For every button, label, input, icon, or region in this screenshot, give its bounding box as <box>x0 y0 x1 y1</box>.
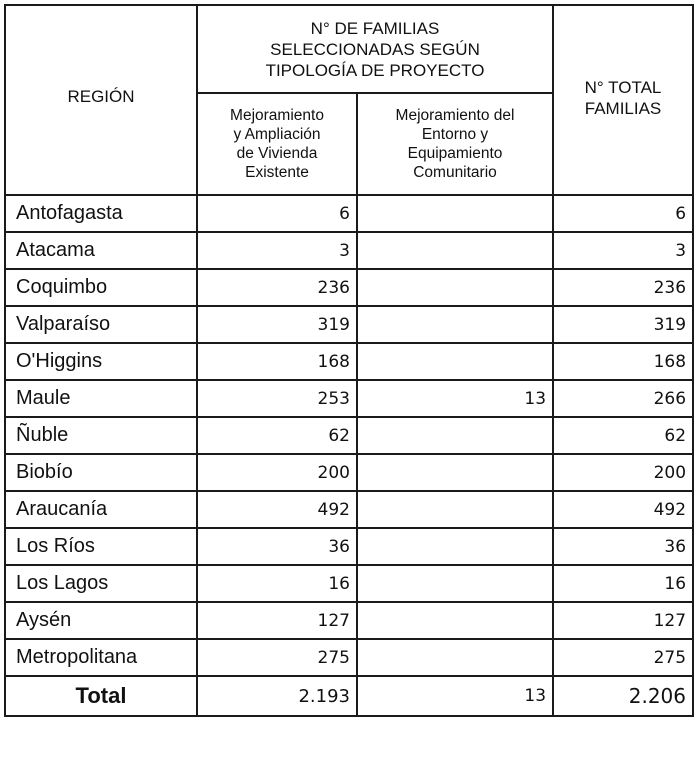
cell-mejoramiento-vivienda: 168 <box>197 343 357 380</box>
cell-entorno <box>357 491 553 528</box>
cell-mejoramiento-vivienda: 492 <box>197 491 357 528</box>
header-row-top <box>5 5 693 93</box>
cell-mejoramiento-vivienda: 36 <box>197 528 357 565</box>
cell-mejoramiento-vivienda: 253 <box>197 380 357 417</box>
table-row <box>5 639 693 676</box>
cell-region: Coquimbo <box>5 269 197 306</box>
header-sub-line: Comunitario <box>413 164 497 181</box>
cell-mejoramiento-vivienda: 16 <box>197 565 357 602</box>
cell-region: Los Ríos <box>5 528 197 565</box>
cell-entorno <box>357 417 553 454</box>
cell-entorno <box>357 195 553 232</box>
header-sub-line: Mejoramiento del <box>395 107 515 124</box>
header-sub-line: Entorno y <box>421 126 489 143</box>
table-row <box>5 454 693 491</box>
cell-total: 492 <box>553 491 693 528</box>
cell-total: 16 <box>553 565 693 602</box>
cell-entorno <box>357 269 553 306</box>
cell-entorno <box>357 639 553 676</box>
cell-total: 200 <box>553 454 693 491</box>
cell-total: 275 <box>553 639 693 676</box>
table-row <box>5 343 693 380</box>
total-mejoramiento-vivienda: 2.193 <box>197 676 357 716</box>
cell-total: 236 <box>553 269 693 306</box>
cell-total: 36 <box>553 528 693 565</box>
table-row <box>5 602 693 639</box>
cell-total: 3 <box>553 232 693 269</box>
header-total-families <box>553 5 693 195</box>
total-families: 2.206 <box>553 676 693 716</box>
header-region: REGIÓN <box>5 5 197 195</box>
header-sub-line: de Vivienda <box>236 145 318 162</box>
table-row <box>5 528 693 565</box>
header-total-line: N° TOTAL <box>584 78 662 97</box>
cell-region: Ñuble <box>5 417 197 454</box>
header-group-line: SELECCIONADAS SEGÚN <box>270 39 480 59</box>
cell-mejoramiento-vivienda: 275 <box>197 639 357 676</box>
table-row <box>5 269 693 306</box>
cell-region: Metropolitana <box>5 639 197 676</box>
total-row <box>5 676 693 716</box>
cell-region: O'Higgins <box>5 343 197 380</box>
header-mejoramiento-vivienda <box>197 93 357 195</box>
cell-region: Aysén <box>5 602 197 639</box>
table-row <box>5 195 693 232</box>
cell-total: 62 <box>553 417 693 454</box>
cell-entorno <box>357 232 553 269</box>
header-entorno-equipamiento <box>357 93 553 195</box>
cell-entorno <box>357 343 553 380</box>
cell-mejoramiento-vivienda: 319 <box>197 306 357 343</box>
cell-region: Los Lagos <box>5 565 197 602</box>
table-body <box>5 195 693 716</box>
families-table-container <box>4 4 694 717</box>
cell-region: Antofagasta <box>5 195 197 232</box>
total-label: Total <box>5 676 197 716</box>
header-sub-line: Equipamiento <box>407 145 503 162</box>
header-sub-line: Existente <box>245 164 309 181</box>
table-row <box>5 232 693 269</box>
cell-total: 168 <box>553 343 693 380</box>
cell-mejoramiento-vivienda: 200 <box>197 454 357 491</box>
cell-region: Maule <box>5 380 197 417</box>
table-row <box>5 306 693 343</box>
cell-region: Valparaíso <box>5 306 197 343</box>
cell-mejoramiento-vivienda: 127 <box>197 602 357 639</box>
cell-entorno <box>357 454 553 491</box>
total-entorno: 13 <box>357 676 553 716</box>
cell-mejoramiento-vivienda: 6 <box>197 195 357 232</box>
cell-total: 127 <box>553 602 693 639</box>
cell-region: Araucanía <box>5 491 197 528</box>
header-group-title <box>197 5 553 93</box>
table-row <box>5 380 693 417</box>
families-table <box>4 4 694 717</box>
table-row <box>5 417 693 454</box>
cell-mejoramiento-vivienda: 3 <box>197 232 357 269</box>
cell-total: 266 <box>553 380 693 417</box>
header-sub-line: Mejoramiento <box>230 107 324 124</box>
cell-entorno <box>357 565 553 602</box>
cell-mejoramiento-vivienda: 236 <box>197 269 357 306</box>
header-group-line: TIPOLOGÍA DE PROYECTO <box>265 60 485 80</box>
cell-total: 319 <box>553 306 693 343</box>
cell-total: 6 <box>553 195 693 232</box>
table-header <box>5 5 693 195</box>
table-row <box>5 491 693 528</box>
header-sub-line: y Ampliación <box>233 126 321 143</box>
table-row <box>5 565 693 602</box>
cell-entorno: 13 <box>357 380 553 417</box>
cell-entorno <box>357 528 553 565</box>
cell-mejoramiento-vivienda: 62 <box>197 417 357 454</box>
header-total-line: FAMILIAS <box>584 99 662 118</box>
cell-region: Atacama <box>5 232 197 269</box>
cell-region: Biobío <box>5 454 197 491</box>
cell-entorno <box>357 602 553 639</box>
header-group-line: N° DE FAMILIAS <box>310 18 440 38</box>
cell-entorno <box>357 306 553 343</box>
